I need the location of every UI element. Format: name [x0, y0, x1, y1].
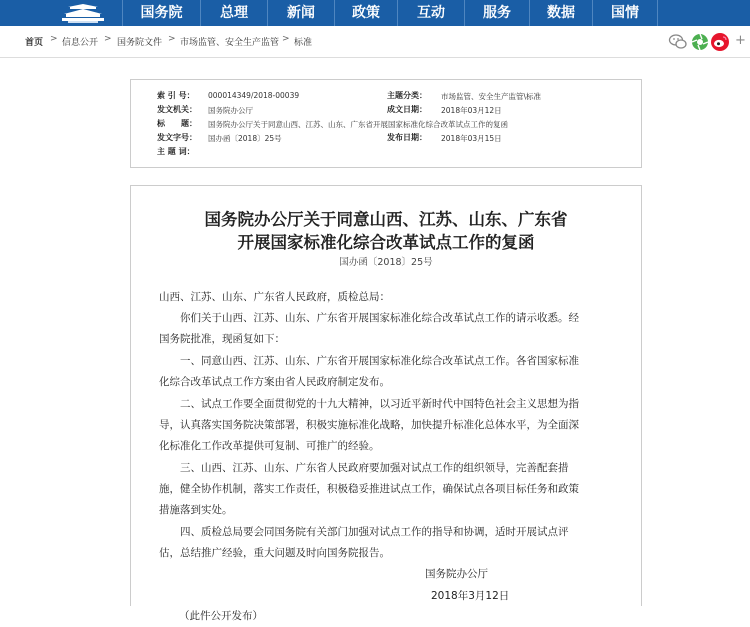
breadcrumb-market-regulation[interactable]: 市场监管、安全生产监管 [180, 38, 280, 48]
breadcrumb-home[interactable]: 首页 [25, 38, 44, 48]
meta-issuer-value: 国务院办公厅 [208, 106, 253, 115]
nav-item-hudong[interactable]: 互动 [417, 5, 445, 21]
document-title-line-2: 开展国家标准化综合改革试点工作的复函 [237, 233, 535, 252]
nav-item-zongli[interactable]: 总理 [220, 5, 248, 21]
paragraph-line: 三、山西、江苏、山东、广东省人民政府要加强对试点工作的组织领导，完善配套措 [159, 462, 569, 474]
meta-subject-value: 市场监管、安全生产监管\标准 [441, 92, 542, 101]
top-navbar [0, 0, 750, 26]
nav-item-fuwu[interactable]: 服务 [483, 5, 511, 21]
nav-item-guoqing[interactable]: 国情 [611, 5, 639, 21]
meta-published-date-value: 2018年03月15日 [441, 134, 502, 143]
paragraph-line: 国务院批准，现函复如下： [159, 333, 285, 345]
meta-index-label: 索 引 号： [157, 91, 195, 100]
more-share-icon[interactable]: + [735, 33, 746, 48]
weibo-icon[interactable] [710, 32, 730, 52]
meta-published-date-label: 发布日期： [387, 133, 427, 142]
meta-doc-number-value: 国办函〔2018〕25号 [208, 134, 282, 143]
breadcrumb-info-public[interactable]: 信息公开 [62, 38, 99, 48]
paragraph-line: 二、试点工作要全面贯彻党的十九大精神，以习近平新时代中国特色社会主义思想为指 [159, 398, 579, 410]
paragraph-line: 导，认真落实国务院决策部署，积极实施标准化战略，加快提升标准化总体水平，为全面深 [159, 419, 579, 431]
meta-written-date-label: 成文日期： [387, 105, 427, 114]
paragraph-line: 化综合改革试点工作方案由省人民政府制定发布。 [159, 376, 390, 388]
meta-title-value: 国务院办公厅关于同意山西、江苏、山东、广东省开展国家标准化综合改革试点工作的复函 [208, 120, 508, 129]
paragraph-line: 措施落到实处。 [159, 504, 233, 516]
meta-doc-number-label: 发文字号： [157, 133, 197, 142]
meta-keywords-label: 主 题 词： [157, 147, 195, 156]
nav-item-zhengce[interactable]: 政策 [352, 5, 380, 21]
meta-title-label: 标 题： [157, 119, 197, 128]
tiananmen-logo-icon [58, 3, 108, 23]
document-body [130, 185, 642, 622]
breadcrumb-separator: > [104, 34, 112, 44]
paragraph-line: 一、同意山西、江苏、山东、广东省开展国家标准化综合改革试点工作。各省国家标准 [159, 355, 579, 367]
breadcrumb-standards[interactable]: 标准 [294, 38, 313, 48]
document-title-line-1: 国务院办公厅关于同意山西、江苏、山东、广东省 [204, 210, 568, 229]
paragraph-line: 化标准化工作改革提供可复制、可推广的经验。 [159, 440, 380, 452]
nav-item-guowuyuan[interactable]: 国务院 [140, 5, 183, 21]
wechat-icon[interactable] [668, 32, 688, 52]
breadcrumb [0, 26, 750, 58]
meta-subject-label: 主题分类： [387, 91, 427, 100]
publication-note: （此件公开发布） [179, 610, 263, 622]
document-number: 国办函〔2018〕25号 [339, 257, 433, 268]
breadcrumb-separator: > [168, 34, 176, 44]
paragraph-line: 施，健全协作机制，落实工作责任，积极稳妥推进试点工作，确保试点各项目标任务和政策 [159, 483, 579, 495]
gov-logo[interactable] [0, 0, 122, 26]
breadcrumb-state-council-docs[interactable]: 国务院文件 [117, 38, 163, 48]
nav-item-shuju[interactable]: 数据 [547, 5, 575, 21]
signature-date: 2018年3月12日 [431, 590, 510, 602]
nav-item-xinwen[interactable]: 新闻 [287, 5, 315, 21]
breadcrumb-separator: > [50, 34, 58, 44]
breadcrumb-separator: > [282, 34, 290, 44]
document-metadata-table [130, 79, 642, 168]
meta-issuer-label: 发文机关： [157, 105, 197, 114]
signature: 国务院办公厅 [425, 568, 488, 580]
paragraph-line: 估，总结推广经验，重大问题及时向国务院报告。 [159, 547, 390, 559]
paragraph-line: 四、质检总局要会同国务院有关部门加强对试点工作的指导和协调，适时开展试点评 [159, 526, 569, 538]
wechat-moments-icon[interactable] [690, 32, 710, 52]
meta-written-date-value: 2018年03月12日 [441, 106, 502, 115]
meta-index-value: 000014349/2018-00039 [208, 91, 300, 100]
paragraph-line: 你们关于山西、江苏、山东、广东省开展国家标准化综合改革试点工作的请示收悉。经 [159, 312, 579, 324]
recipients: 山西、江苏、山东、广东省人民政府，质检总局： [159, 291, 390, 303]
